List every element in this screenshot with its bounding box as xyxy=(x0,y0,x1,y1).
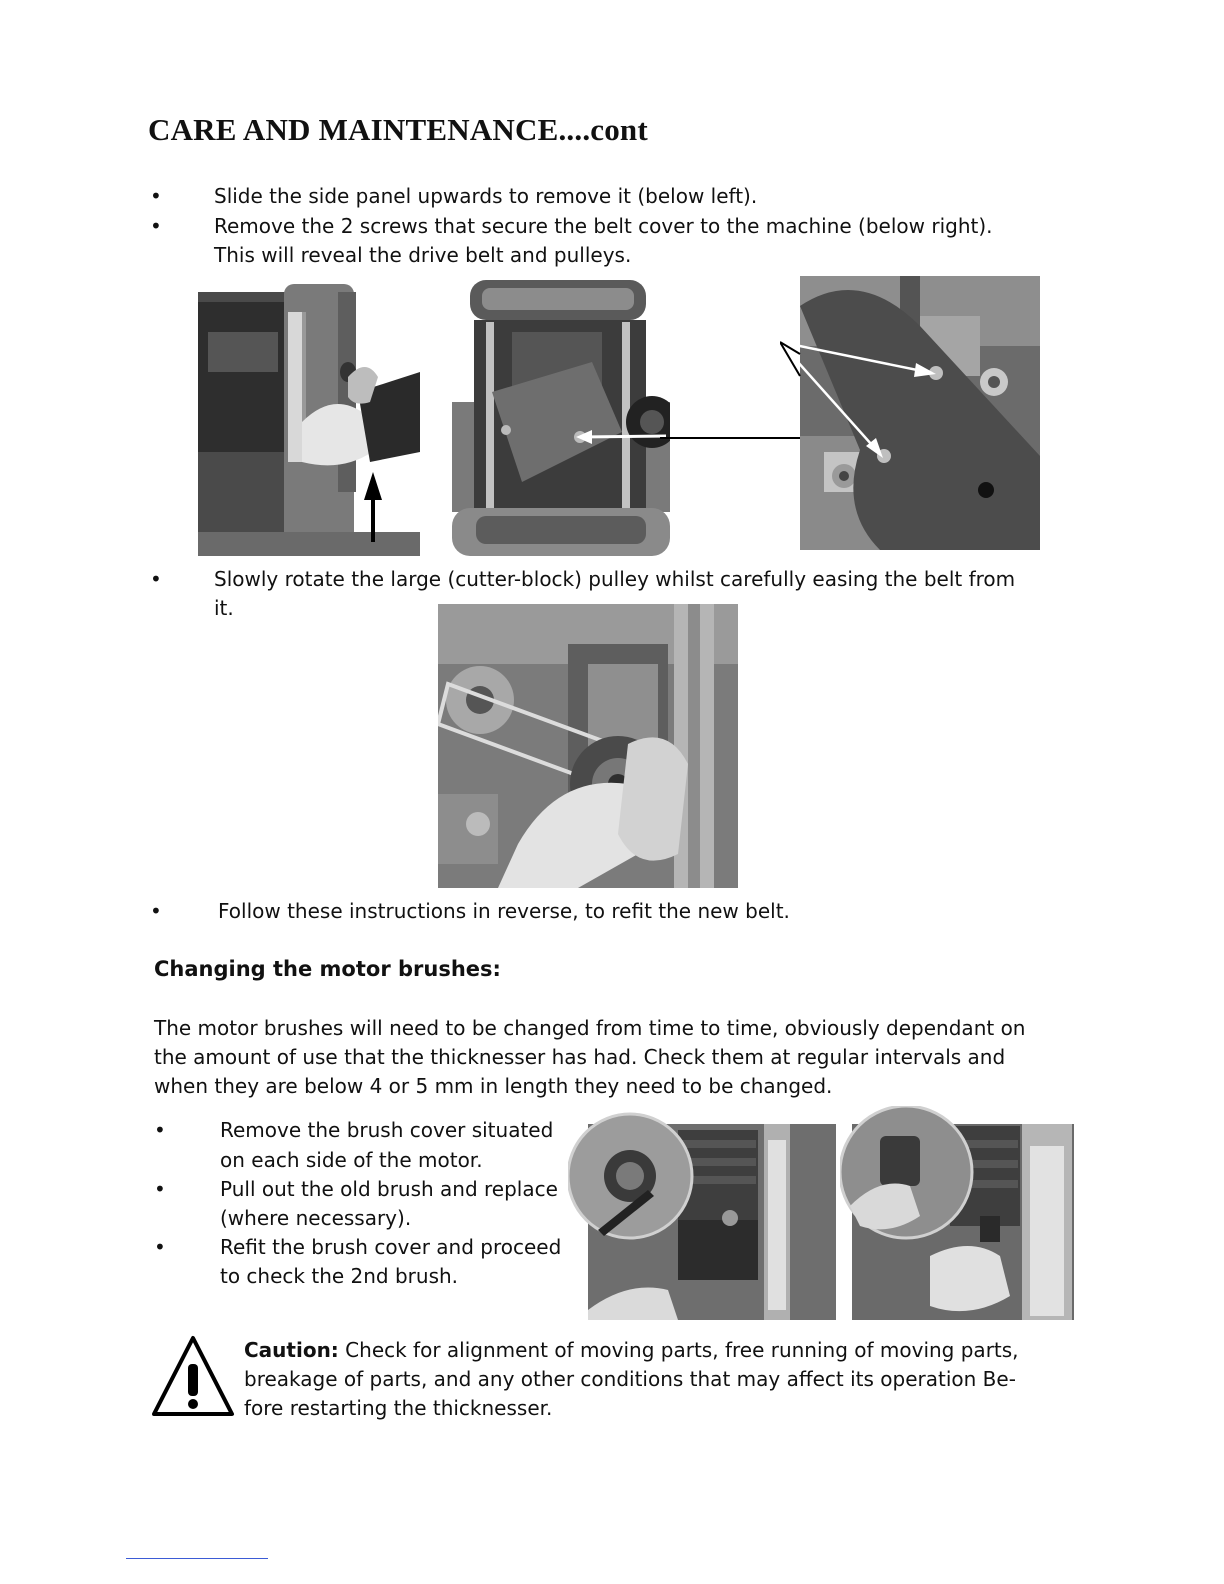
step-text: Remove the 2 screws that secure the belt cover to the machine (below right). xyxy=(214,214,993,238)
side-panel-photo xyxy=(198,272,420,556)
caution-line-1 xyxy=(244,1336,1019,1365)
bullet xyxy=(150,212,162,241)
bullet xyxy=(150,897,162,926)
page-title: CARE AND MAINTENANCE....cont xyxy=(148,112,648,147)
footer-rule xyxy=(126,1558,268,1559)
caution-label: Caution: xyxy=(244,1338,339,1362)
paragraph-line: when they are below 4 or 5 mm in length they need to be changed. xyxy=(154,1074,833,1098)
step-text: Slide the side panel upwards to remove it (below left). xyxy=(214,184,758,208)
warning-icon xyxy=(150,1334,236,1418)
step-text: Refit the brush cover and proceed xyxy=(220,1235,562,1259)
brush-replace-photo xyxy=(840,1106,1074,1320)
step-text: Slowly rotate the large (cutter-block) pulley whilst carefully easing the belt from xyxy=(214,567,1016,591)
paragraph-line: the amount of use that the thicknesser has had. Check them at regular intervals and xyxy=(154,1045,1006,1069)
bullet xyxy=(154,1233,166,1262)
step-text: Follow these instructions in reverse, to refit the new belt. xyxy=(218,899,790,923)
caution-line-3: fore restarting the thicknesser. xyxy=(244,1396,553,1420)
step-text: it. xyxy=(214,596,234,620)
belt-cover-photo xyxy=(452,272,670,556)
bullet xyxy=(150,182,162,211)
brush-cover-photo xyxy=(568,1110,836,1320)
step-text: Pull out the old brush and replace xyxy=(220,1177,558,1201)
bullet xyxy=(150,565,162,594)
paragraph-line: The motor brushes will need to be changed from time to time, obviously dependant on xyxy=(154,1016,1026,1040)
pulley-photo xyxy=(438,604,738,888)
step-text: This will reveal the drive belt and pulleys. xyxy=(214,243,632,267)
caution-line-2: breakage of parts, and any other conditions that may affect its operation Be- xyxy=(244,1367,1016,1391)
step-text: Remove the brush cover situated xyxy=(220,1118,554,1142)
step-text: (where necessary). xyxy=(220,1206,412,1230)
bullet xyxy=(154,1175,166,1204)
bullet xyxy=(154,1116,166,1145)
belt-screws-photo xyxy=(780,276,1040,550)
step-text: to check the 2nd brush. xyxy=(220,1264,459,1288)
step-text: on each side of the motor. xyxy=(220,1148,483,1172)
caution-text: Check for alignment of moving parts, free running of moving parts, xyxy=(345,1338,1019,1362)
section-heading: Changing the motor brushes: xyxy=(154,957,501,981)
